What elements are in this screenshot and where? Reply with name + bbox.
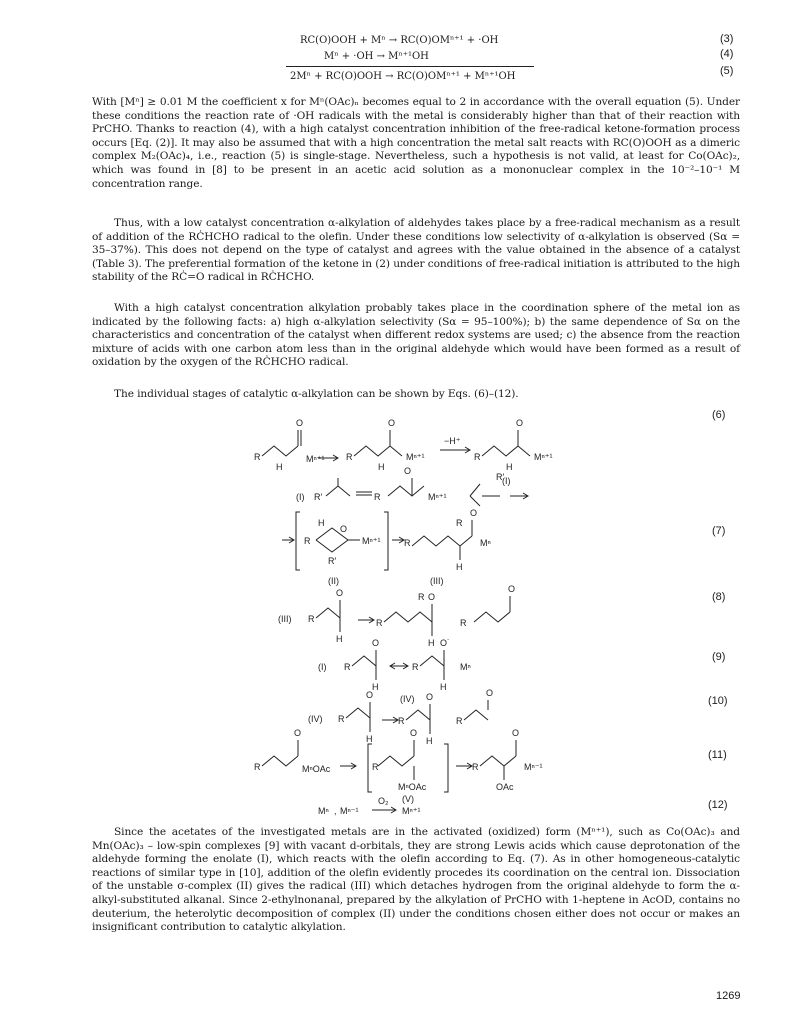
- scheme-label: ,: [334, 806, 337, 816]
- scheme-label: (III): [430, 576, 444, 586]
- scheme-label: R: [412, 662, 419, 672]
- scheme-label: R: [472, 762, 479, 772]
- scheme-label: H: [506, 462, 513, 472]
- scheme-label: Mⁿ: [480, 538, 491, 548]
- scheme-label: O: [512, 728, 520, 738]
- scheme-label: R: [460, 618, 467, 628]
- eqnum-12: (12): [708, 799, 728, 811]
- scheme-label: H: [372, 682, 379, 692]
- scheme-label: R: [376, 618, 383, 628]
- scheme-label: R: [374, 492, 381, 502]
- scheme-label: R′: [496, 472, 505, 482]
- scheme-label: R′: [328, 556, 337, 566]
- paragraph-5: Since the acetates of the investigated metals are in the activated (oxidized) form (Mⁿ⁺¹), such as Co(OAc)₃ and Mn(OAc)₃ – low-spin complexes [9] with vacant d-orbitals, they are strong Lewis acids which cause deprotonation of the aldehyde forming the enolate (I), which reacts with the olefin according to Eq. (7). As in other homogeneous-catalytic reactions of similar type in [10], addition of the olefin evidently procedes its coordination on the central ion. Dissociation of the unstable σ-complex (II) gives the radical (III) which detaches hydrogen from the original aldehyde to form the α-alkyl-substituted alkanal. Since 2-ethylnonanal, prepared by the alkylation of PrCHO with 1-heptene in AcOD, contains no deuterium, the heterolytic decomposition of complex (II) under the conditions chosen either does not occur or makes an insignificant contribution to catalytic alkylation.: [92, 826, 740, 934]
- paragraph-4: The individual stages of catalytic α-alkylation can be shown by Eqs. (6)–(12).: [114, 388, 519, 400]
- scheme-label: R: [308, 614, 315, 624]
- paragraph-2: Thus, with a low catalyst concentration α-alkylation of aldehydes takes place by a free-radical mechanism as a result of addition of the RĊHCHO radical to the olefin. Under these conditions low selectivity of α-alkylation is observed (Sα = 35–37%). This does not depend on the type of catalyst and agrees with the value obtained in the absence of a catalyst (Table 3). The preferential formation of the ketone in (2) under conditions of free-radical initiation is attributed to the high stability of the RĊ=O radical in RĊHCHO.: [92, 217, 740, 284]
- scheme-label: R: [304, 536, 311, 546]
- scheme-label: R: [418, 592, 425, 602]
- scheme-label: O: [428, 592, 436, 602]
- scheme-label: O: [340, 524, 348, 534]
- label-R: R: [254, 452, 261, 462]
- scheme-label: (I): [296, 492, 305, 502]
- equation-3: RC(O)OOH + Mⁿ → RC(O)OMⁿ⁺¹ + ·OH: [300, 35, 499, 46]
- scheme-label: H: [426, 736, 433, 746]
- scheme-label: H: [276, 462, 283, 472]
- scheme-label: O: [426, 692, 434, 702]
- scheme-label: H: [336, 634, 343, 644]
- scheme-label: Mⁿ: [460, 662, 471, 672]
- equation-number-5: (5): [720, 65, 734, 77]
- scheme-label: OAc: [496, 782, 514, 792]
- scheme-label: Mⁿ⁺¹: [406, 452, 425, 462]
- scheme-label: R: [254, 762, 261, 772]
- scheme-label: R: [456, 716, 463, 726]
- paragraph-3: With a high catalyst concentration alkylation probably takes place in the coordination sphere of the metal ion as indicated by the following facts: a) high α-alkylation selectivity (Sα = 95–100%); b) the same dependence of Sα on the characteristics and concentration of the catalyst when different redox systems are used; c) the absence from the reaction mixture of acids with one carbon atom less than in the original aldehyde which would have been formed as a result of oxidation by the oxygen of the RĊHCHO radical.: [92, 302, 740, 369]
- scheme-label: Mⁿ⁺¹: [428, 492, 447, 502]
- scheme-label: (III): [278, 614, 292, 624]
- scheme-label: O: [516, 418, 524, 428]
- eqnum-8: (8): [712, 591, 726, 603]
- eqnum-11: (11): [708, 749, 727, 761]
- scheme-label: R: [372, 762, 379, 772]
- paragraph-1: With [Mⁿ] ≥ 0.01 M the coefficient x for Mⁿ(OAc)ₙ becomes equal to 2 in accordance with the overall equation (5). Under these conditions the reaction rate of ·OH radicals with the metal is considerably higher than that of their reaction with PrCHO. Thanks to reaction (4), with a high catalyst concentration inhibition of the free-radical ketone-formation process occurs [Eq. (2)]. It may also be assumed that with a high concentration the metal salt reacts with RC(O)OOH as a dimeric complex M₂(OAc)₄, i.e., reaction (5) is single-stage. Nevertheless, such a hypothesis is not valid, at least for Co(OAc)₂, which was found in [8] to be present in an acetic acid solution as a mononuclear complex in the 10⁻²–10⁻¹ M concentration range.: [92, 96, 740, 190]
- scheme-label: R: [344, 662, 351, 672]
- eqnum-6: (6): [712, 409, 726, 421]
- equation-5: 2Mⁿ + RC(O)OOH → RC(O)OMⁿ⁺¹ + Mⁿ⁺¹OH: [290, 71, 516, 82]
- scheme-label: −H⁺: [444, 436, 461, 446]
- eqnum-7: (7): [712, 525, 726, 537]
- scheme-label: O: [486, 688, 494, 698]
- reaction-scheme: [0, 400, 807, 820]
- scheme-label: H: [378, 462, 385, 472]
- equation-divider: [286, 66, 534, 67]
- scheme-label: (V): [402, 794, 414, 804]
- scheme-label: (II): [328, 576, 339, 586]
- scheme-label: R: [404, 538, 411, 548]
- scheme-label: O: [410, 728, 418, 738]
- equation-number-4: (4): [720, 48, 734, 60]
- scheme-label: O˙: [440, 638, 450, 648]
- scheme-label: H: [366, 734, 373, 744]
- scheme-label: R: [474, 452, 481, 462]
- scheme-label: O: [388, 418, 396, 428]
- scheme-label: Mⁿ⁺¹: [362, 536, 381, 546]
- scheme-label: (IV): [400, 694, 415, 704]
- scheme-label: R: [456, 518, 463, 528]
- eqnum-10: (10): [708, 695, 728, 707]
- scheme-label: R: [346, 452, 353, 462]
- scheme-label: O: [366, 690, 374, 700]
- eqnum-9: (9): [712, 651, 726, 663]
- scheme-label: (I): [318, 662, 327, 672]
- scheme-label: H: [428, 638, 435, 648]
- scheme-label: H: [318, 518, 325, 528]
- scheme-label: Mⁿ⁻¹: [524, 762, 543, 772]
- equation-number-3: (3): [720, 33, 734, 45]
- page-number: 1269: [716, 990, 741, 1002]
- equation-4: Mⁿ + ·OH → Mⁿ⁺¹OH: [324, 51, 429, 62]
- scheme-label: O: [404, 466, 412, 476]
- scheme-label: O₂: [378, 796, 389, 806]
- scheme-label: O: [372, 638, 380, 648]
- scheme-label: (I): [502, 476, 511, 486]
- scheme-label: MⁿOAc: [398, 782, 427, 792]
- scheme-label: O: [508, 584, 516, 594]
- scheme-label: R: [398, 716, 405, 726]
- scheme-label: Mⁿ⁺¹: [534, 452, 553, 462]
- scheme-label: H: [440, 682, 447, 692]
- scheme-label: MⁿOAc: [302, 764, 331, 774]
- scheme-label: Mⁿ⁻¹: [340, 806, 359, 816]
- scheme-label: Mⁿ: [318, 806, 329, 816]
- scheme-label: (IV): [308, 714, 323, 724]
- scheme-label: Mⁿ⁺¹: [402, 806, 421, 816]
- scheme-label: O: [336, 588, 344, 598]
- scheme-label: Mⁿ⁺¹: [306, 454, 325, 464]
- scheme-label: R′: [314, 492, 323, 502]
- scheme-label: O: [294, 728, 302, 738]
- scheme-label: O: [470, 508, 478, 518]
- scheme-label: H: [456, 562, 463, 572]
- scheme-label: R: [338, 714, 345, 724]
- scheme-label: O: [296, 418, 304, 428]
